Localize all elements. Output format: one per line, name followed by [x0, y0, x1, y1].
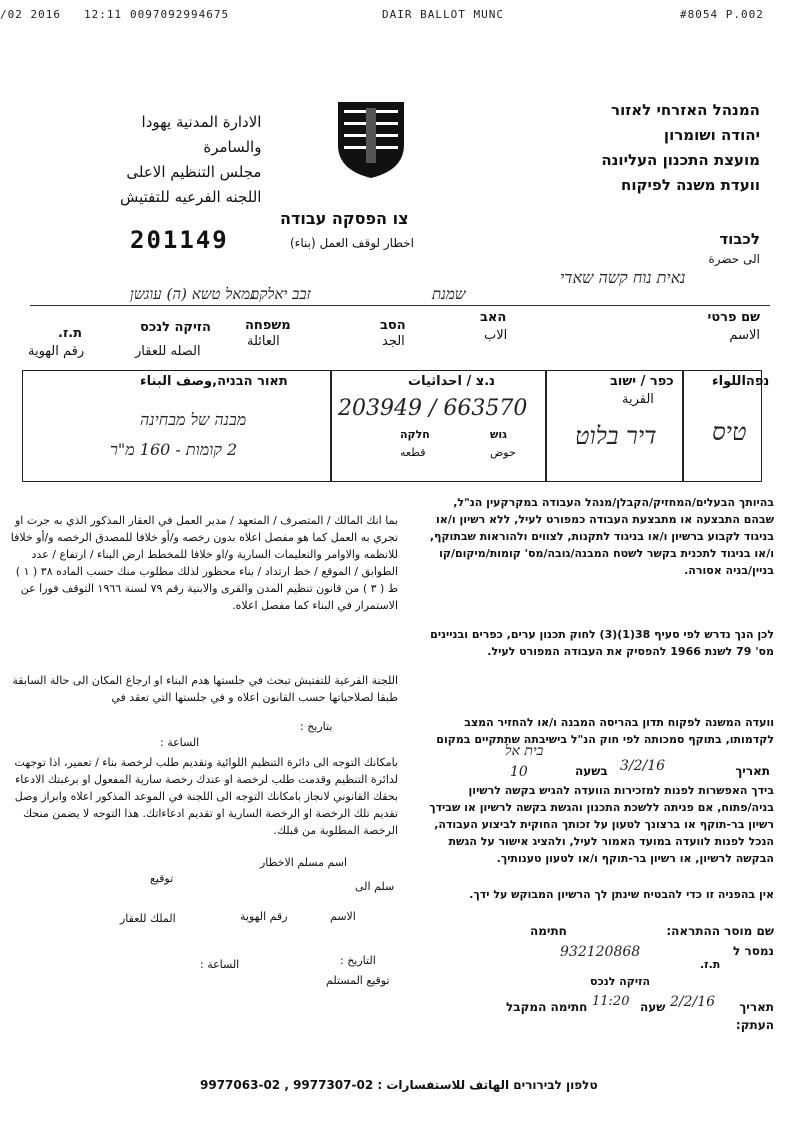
date2-value: 2/2/16 [670, 994, 716, 1010]
description-value-1: מבנה של מבחינה [140, 410, 247, 429]
col-description: תאור הבניה,وصف البناء [140, 374, 288, 389]
col-village: כפר / ישוב [610, 374, 674, 389]
hour2-value: 11:20 [592, 994, 630, 1009]
field-relation-ar: الصله للعقار [135, 344, 201, 359]
receiver-signature-label: חתימה המקבל [506, 1000, 588, 1014]
header-arabic: الادارة المدنية يهودا والسامرة مجلس التنظيم الاعلى اللجنه الفرعيه للتفتيش [120, 113, 262, 206]
hebrew-para-3: וועדה המשנה לפקוח תדון בהריסה המבנה ו/או להחזיר המצב לקדמותו, בתוקף סמכותה לפי חוק הנ"ל בישיבתה שתתקיים במקום [436, 716, 774, 746]
fax-sender: DAIR BALLOT MUNC [382, 8, 504, 21]
field-relation: הזיקה לנכס [140, 320, 211, 335]
recipient-label: לכבוד [719, 230, 760, 248]
arabic-time-label: الساعة : [160, 736, 200, 749]
arabic-recv-sig: توقيع [150, 872, 174, 885]
village-value: דיר בלוט [575, 422, 657, 450]
arabic-date3: التاريخ : [340, 954, 376, 967]
hebrew-para-2: לכן הנך נדרש לפי סעיף 38(1)(3) לחוק תכנון ערים, כפרים ובניינים מס' 79 לשנת 1966 להפסיק את העבודה המפורט לעיל. [430, 628, 774, 658]
field-first-name-ar: الاسم [729, 328, 760, 343]
date2-label: תאריך [739, 1000, 774, 1014]
signature-label: חתימה [530, 924, 567, 938]
id-value: 932120868 [560, 944, 641, 960]
hour2-label: שעה [640, 1000, 666, 1014]
document-title-arabic: اخطار لوقف العمل (بناء) [290, 236, 414, 250]
field-grandfather: הסב [380, 318, 406, 333]
table-divider [330, 370, 332, 482]
arabic-col-owner: الملك للعقار [120, 912, 176, 925]
arabic-para-3: بامكانك التوجه الى دائرة التنظيم اللوائية وتقديم طلب لرخصة بناء / تعمير، اذا توجهت لدائرة التنظيم وقدمت طلب لرخصة او عندك رخصة سارية المفعول او برغبتك الادعاء بحقك القانوني لانجاز بامكانك التوجه الى اللجنة في الموعد المذكور اعلاه وابراز وصل تقديم تلك الرخصة او الرخصة السارية او تقديم ادعاءاتك. هذا التوجه لا يضمن منحك الرخصة المطلوبة من قبلك. [14, 756, 398, 837]
relation-label: הזיקה לנכס [590, 975, 651, 988]
recipient-family: גמאל טשא (ה) עוגשן [130, 285, 256, 303]
col-village-ar: القرية [622, 392, 654, 407]
label-hawd: حوض [490, 446, 516, 459]
field-id-ar: رقم الهوية [28, 344, 85, 359]
fax-page: #8054 P.002 [680, 8, 764, 21]
deliverer-label: נמסר ל [733, 944, 774, 958]
table-divider [545, 370, 547, 482]
id-label: ת.ז. [700, 958, 721, 971]
arabic-col-name: الاسم [330, 910, 356, 923]
emblem-logo [336, 100, 406, 180]
description-value-2: 2 קומות - 160 מ"ר [110, 440, 238, 459]
hebrew-para-4: בידך האפשרות לפנות למזכירות הוועדה להגיש בקשה לרשיון בניה/פתוח, אם פניתה ללשכת התכנון והגשת בקשה לרשיון או שבידך רשיון בר-תוקף או ברצונך לטעון על זכותך החוקית לביצוע העבודה, הנכל לפנות לוועדה במועד האמור לעיל, ולהציג אישור על הגשת הבקשה לרשיון, או רשיון בר-תוקף ו/או לטעון טענותיך. [429, 784, 774, 865]
field-father-ar: الاب [484, 328, 508, 343]
recipient-grandfather: זבב יאלקם [250, 285, 311, 303]
signer-label: שם מוסר ההתראה: [666, 924, 774, 938]
coordinates-value: 203949 / 663570 [338, 396, 528, 421]
field-father: האב [480, 310, 507, 325]
footer-phones: טלפון לבירורים الهاتف للاستفسارات : 02-9977307 , 02-9977063 [200, 1078, 598, 1092]
label-helka: חלקה [400, 428, 430, 441]
meeting-hour: 10 [510, 764, 528, 780]
arabic-para-2: اللجنة الفرعية للتفتيش تبحث في جلستها هدم البناء او ارجاع المكان الى حالة السابقة طبقا لصلاحياتها حسب القانون اعلاه و في جلستها التي تعقد في [12, 674, 398, 704]
arabic-delivered-to: سلم الى [355, 880, 395, 893]
arabic-date-label: بتاريخ : [300, 720, 333, 733]
arabic-time3: الساعة : [200, 958, 240, 971]
meeting-date: 3/2/16 [620, 758, 666, 774]
copy-label: העתק: [735, 1018, 774, 1032]
col-coordinates: נ.צ / احداثيات [408, 374, 496, 389]
recipient-label-arabic: الى حضرة [708, 252, 760, 266]
field-first-name: שם פרטי [707, 310, 760, 325]
arabic-col-id: رقم الهوية [240, 910, 288, 923]
field-family: משפחה [245, 318, 291, 333]
hebrew-para-5: אין בהפניה זו כדי להבטיח שינתן לך הרשיון המבוקש על ידך. [469, 888, 774, 901]
col-district: נפהاللواء [712, 374, 770, 389]
document-title: צו הפסקה עבודה [280, 209, 409, 228]
fax-phone: 0097092994675 [130, 8, 230, 21]
meeting-place: בית אל [505, 743, 544, 759]
label-gush: גוש [490, 428, 508, 441]
order-number: 201149 [130, 226, 229, 254]
label-qitaa: قطعه [400, 446, 426, 459]
arabic-para-1: بما انك المالك / المتصرف / المتعهد / مدير العمل في العقار المذكور الذي به جرت او تجري به العمل كما هو مفصل اعلاه بدون رخصه و/أو خلافا للمصدق الرخصه و/أو خلافا للانظمه والاوامر والتعليمات السارية و/او خلافا للمخطط ارض البناء / ارتفاع / عدد الطوابق / الموقع / خط ارتداد / بناء محظور لذلك مطلوب منك حسب الماده ٣٨ ( ١ ) ط ( ٣ ) من قانون تنظيم المدن والقرى والابنية رقم ٧٩ لسنة ١٩٦٦ التوقف فورا عن الاستمرار في البناء كما مفصل اعلاه. [10, 514, 398, 612]
field-grandfather-ar: الجد [382, 334, 405, 349]
header-hebrew: המנהל האזרחי לאזור יהודה ושומרון מועצת התכנון העליונה וועדת משנה לפיקוח [601, 101, 760, 194]
hebrew-para-1: בהיותך הבעלים/המחזיק/הקבלן/מנהל העבודה במקרקעין הנ"ל, שבהם התבצעה או מתבצעת העבודה כמפורט לעיל, ללא רשיון ו/או בניגוד לקבוע ברשיון ו/או בניגוד לתקנות, לצווים ולהוראות שבתוקף, ו/או בניגוד לתכנית בקשר לשטח המבנה/גובה/מס' קומות/מיקום/קו בניין/בניה אסורה. [429, 496, 774, 577]
meeting-hour-label: בשעה [575, 764, 608, 778]
recipient-line [30, 305, 770, 306]
field-family-ar: العائلة [247, 334, 280, 349]
table-divider [682, 370, 684, 482]
fax-time: 12:11 [84, 8, 123, 21]
recipient-father: שמנת [432, 285, 466, 303]
fax-date: /02 2016 [0, 8, 61, 21]
recipient-name: נאית נוח קשה שאדי [560, 268, 686, 287]
arabic-sig3: توقيع المستلم [326, 974, 390, 987]
field-id: ת.ז. [58, 326, 82, 341]
district-value: טיס [712, 418, 747, 446]
arabic-recv-name: اسم مسلم الاخطار [260, 856, 348, 869]
meeting-date-label: תאריך [735, 764, 770, 778]
